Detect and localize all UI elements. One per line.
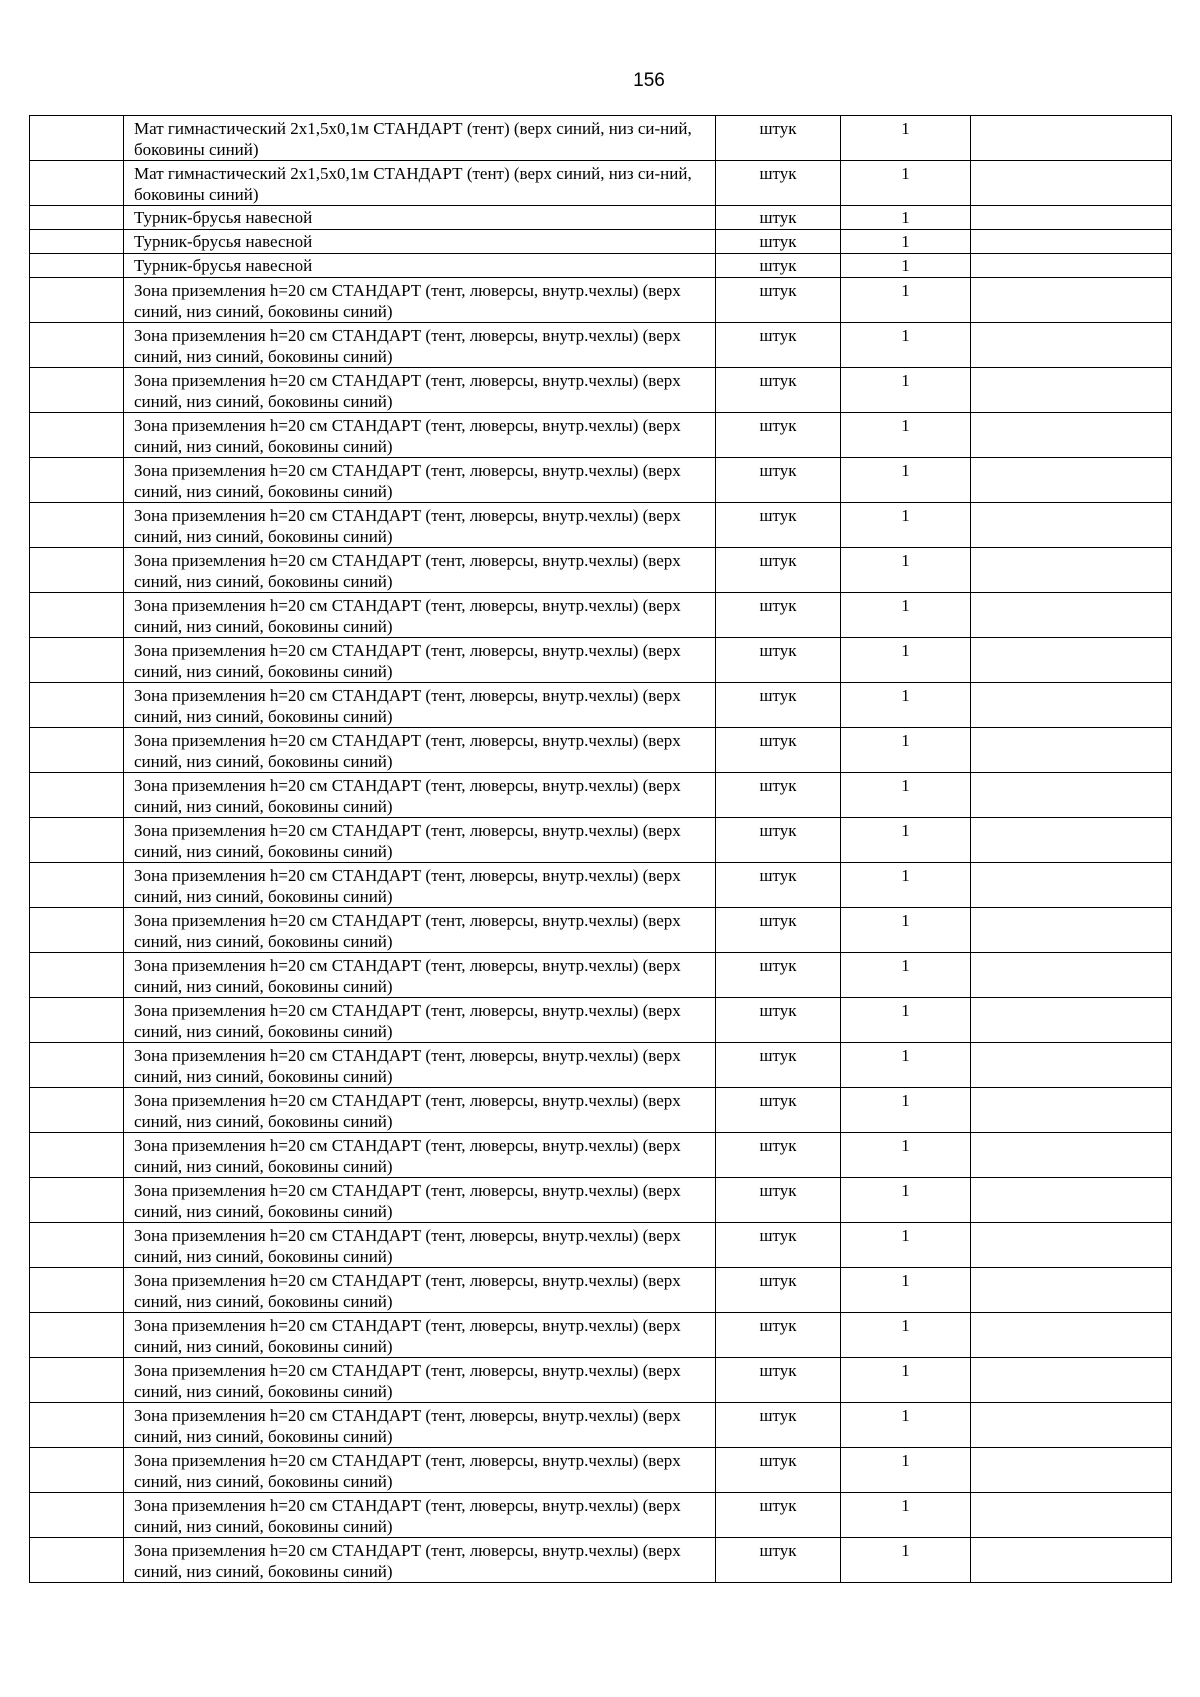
item-name-cell: Зона приземления h=20 см СТАНДАРТ (тент, люверсы, внутр.чехлы) (верх синий, низ синий, боковины синий) [124,1358,716,1403]
equipment-table [29,115,1172,1583]
unit-cell: штук [716,230,841,254]
unit-cell: штук [716,368,841,413]
note-cell [971,1538,1172,1583]
item-name-cell: Зона приземления h=20 см СТАНДАРТ (тент, люверсы, внутр.чехлы) (верх синий, низ синий, боковины синий) [124,1313,716,1358]
table-row [30,1223,1172,1268]
table-row [30,998,1172,1043]
quantity-cell: 1 [841,161,971,206]
quantity-cell: 1 [841,116,971,161]
unit-cell: штук [716,638,841,683]
item-name-cell: Зона приземления h=20 см СТАНДАРТ (тент, люверсы, внутр.чехлы) (верх синий, низ синий, боковины синий) [124,413,716,458]
item-name-cell: Зона приземления h=20 см СТАНДАРТ (тент, люверсы, внутр.чехлы) (верх синий, низ синий, боковины синий) [124,683,716,728]
item-name-cell: Зона приземления h=20 см СТАНДАРТ (тент, люверсы, внутр.чехлы) (верх синий, низ синий, боковины синий) [124,1088,716,1133]
item-name-cell: Зона приземления h=20 см СТАНДАРТ (тент, люверсы, внутр.чехлы) (верх синий, низ синий, боковины синий) [124,1043,716,1088]
unit-cell: штук [716,773,841,818]
unit-cell: штук [716,1268,841,1313]
unit-cell: штук [716,1043,841,1088]
row-number-cell [30,323,124,368]
item-name-cell: Зона приземления h=20 см СТАНДАРТ (тент, люверсы, внутр.чехлы) (верх синий, низ синий, боковины синий) [124,1493,716,1538]
table-row [30,503,1172,548]
table-row [30,230,1172,254]
item-name-cell: Зона приземления h=20 см СТАНДАРТ (тент, люверсы, внутр.чехлы) (верх синий, низ синий, боковины синий) [124,1448,716,1493]
table-row [30,773,1172,818]
row-number-cell [30,1358,124,1403]
table-row [30,638,1172,683]
row-number-cell [30,230,124,254]
row-number-cell [30,1313,124,1358]
note-cell [971,908,1172,953]
note-cell [971,278,1172,323]
row-number-cell [30,998,124,1043]
item-name-cell: Зона приземления h=20 см СТАНДАРТ (тент, люверсы, внутр.чехлы) (верх синий, низ синий, боковины синий) [124,323,716,368]
quantity-cell: 1 [841,773,971,818]
table-row [30,953,1172,998]
row-number-cell [30,548,124,593]
item-name-cell: Зона приземления h=20 см СТАНДАРТ (тент, люверсы, внутр.чехлы) (верх синий, низ синий, боковины синий) [124,1268,716,1313]
item-name-cell: Зона приземления h=20 см СТАНДАРТ (тент, люверсы, внутр.чехлы) (верх синий, низ синий, боковины синий) [124,368,716,413]
note-cell [971,230,1172,254]
item-name-cell: Зона приземления h=20 см СТАНДАРТ (тент, люверсы, внутр.чехлы) (верх синий, низ синий, боковины синий) [124,548,716,593]
quantity-cell: 1 [841,1313,971,1358]
note-cell [971,161,1172,206]
unit-cell: штук [716,593,841,638]
row-number-cell [30,818,124,863]
quantity-cell: 1 [841,368,971,413]
unit-cell: штук [716,908,841,953]
quantity-cell: 1 [841,593,971,638]
unit-cell: штук [716,998,841,1043]
note-cell [971,1223,1172,1268]
row-number-cell [30,1538,124,1583]
note-cell [971,458,1172,503]
table-row [30,1358,1172,1403]
note-cell [971,998,1172,1043]
row-number-cell [30,728,124,773]
item-name-cell: Зона приземления h=20 см СТАНДАРТ (тент, люверсы, внутр.чехлы) (верх синий, низ синий, боковины синий) [124,1178,716,1223]
note-cell [971,323,1172,368]
row-number-cell [30,863,124,908]
quantity-cell: 1 [841,1088,971,1133]
unit-cell: штук [716,1493,841,1538]
note-cell [971,206,1172,230]
note-cell [971,1043,1172,1088]
item-name-cell: Турник-брусья навесной [124,254,716,278]
page-number: 156 [633,70,665,91]
unit-cell: штук [716,458,841,503]
row-number-cell [30,1088,124,1133]
row-number-cell [30,683,124,728]
quantity-cell: 1 [841,998,971,1043]
row-number-cell [30,503,124,548]
note-cell [971,818,1172,863]
unit-cell: штук [716,278,841,323]
note-cell [971,1178,1172,1223]
unit-cell: штук [716,683,841,728]
unit-cell: штук [716,953,841,998]
row-number-cell [30,116,124,161]
unit-cell: штук [716,863,841,908]
quantity-cell: 1 [841,1133,971,1178]
unit-cell: штук [716,503,841,548]
table-row [30,683,1172,728]
row-number-cell [30,413,124,458]
table-row [30,1403,1172,1448]
table-row [30,1133,1172,1178]
note-cell [971,773,1172,818]
row-number-cell [30,254,124,278]
quantity-cell: 1 [841,458,971,503]
quantity-cell: 1 [841,953,971,998]
note-cell [971,683,1172,728]
unit-cell: штук [716,323,841,368]
note-cell [971,1088,1172,1133]
unit-cell: штук [716,1358,841,1403]
quantity-cell: 1 [841,503,971,548]
item-name-cell: Зона приземления h=20 см СТАНДАРТ (тент, люверсы, внутр.чехлы) (верх синий, низ синий, боковины синий) [124,773,716,818]
item-name-cell: Турник-брусья навесной [124,206,716,230]
row-number-cell [30,1448,124,1493]
row-number-cell [30,773,124,818]
item-name-cell: Мат гимнастический 2х1,5х0,1м СТАНДАРТ (тент) (верх синий, низ си-ний, боковины синий) [124,161,716,206]
quantity-cell: 1 [841,323,971,368]
note-cell [971,1493,1172,1538]
item-name-cell: Зона приземления h=20 см СТАНДАРТ (тент, люверсы, внутр.чехлы) (верх синий, низ синий, боковины синий) [124,998,716,1043]
unit-cell: штук [716,1223,841,1268]
item-name-cell: Зона приземления h=20 см СТАНДАРТ (тент, люверсы, внутр.чехлы) (верх синий, низ синий, боковины синий) [124,1133,716,1178]
table-row [30,1538,1172,1583]
note-cell [971,503,1172,548]
note-cell [971,1358,1172,1403]
item-name-cell: Зона приземления h=20 см СТАНДАРТ (тент, люверсы, внутр.чехлы) (верх синий, низ синий, боковины синий) [124,1538,716,1583]
item-name-cell: Зона приземления h=20 см СТАНДАРТ (тент, люверсы, внутр.чехлы) (верх синий, низ синий, боковины синий) [124,953,716,998]
item-name-cell: Зона приземления h=20 см СТАНДАРТ (тент, люверсы, внутр.чехлы) (верх синий, низ синий, боковины синий) [124,818,716,863]
item-name-cell: Турник-брусья навесной [124,230,716,254]
table-row [30,1448,1172,1493]
row-number-cell [30,278,124,323]
row-number-cell [30,593,124,638]
table-row [30,1043,1172,1088]
table-row [30,1088,1172,1133]
note-cell [971,638,1172,683]
unit-cell: штук [716,1178,841,1223]
row-number-cell [30,1493,124,1538]
quantity-cell: 1 [841,278,971,323]
row-number-cell [30,458,124,503]
item-name-cell: Зона приземления h=20 см СТАНДАРТ (тент, люверсы, внутр.чехлы) (верх синий, низ синий, боковины синий) [124,503,716,548]
unit-cell: штук [716,548,841,593]
unit-cell: штук [716,1538,841,1583]
unit-cell: штук [716,1448,841,1493]
table-row [30,413,1172,458]
unit-cell: штук [716,1313,841,1358]
table-row [30,368,1172,413]
row-number-cell [30,1268,124,1313]
quantity-cell: 1 [841,1493,971,1538]
unit-cell: штук [716,413,841,458]
note-cell [971,593,1172,638]
quantity-cell: 1 [841,1358,971,1403]
table-row [30,458,1172,503]
quantity-cell: 1 [841,230,971,254]
unit-cell: штук [716,818,841,863]
row-number-cell [30,161,124,206]
note-cell [971,1313,1172,1358]
note-cell [971,548,1172,593]
quantity-cell: 1 [841,413,971,458]
note-cell [971,1133,1172,1178]
note-cell [971,1403,1172,1448]
row-number-cell [30,1133,124,1178]
item-name-cell: Зона приземления h=20 см СТАНДАРТ (тент, люверсы, внутр.чехлы) (верх синий, низ синий, боковины синий) [124,908,716,953]
unit-cell: штук [716,206,841,230]
row-number-cell [30,953,124,998]
row-number-cell [30,368,124,413]
table-row [30,323,1172,368]
item-name-cell: Зона приземления h=20 см СТАНДАРТ (тент, люверсы, внутр.чехлы) (верх синий, низ синий, боковины синий) [124,593,716,638]
quantity-cell: 1 [841,908,971,953]
table-row [30,908,1172,953]
row-number-cell [30,638,124,683]
row-number-cell [30,206,124,230]
quantity-cell: 1 [841,548,971,593]
item-name-cell: Зона приземления h=20 см СТАНДАРТ (тент, люверсы, внутр.чехлы) (верх синий, низ синий, боковины синий) [124,728,716,773]
table-row [30,161,1172,206]
item-name-cell: Зона приземления h=20 см СТАНДАРТ (тент, люверсы, внутр.чехлы) (верх синий, низ синий, боковины синий) [124,638,716,683]
item-name-cell: Зона приземления h=20 см СТАНДАРТ (тент, люверсы, внутр.чехлы) (верх синий, низ синий, боковины синий) [124,278,716,323]
table-row [30,863,1172,908]
unit-cell: штук [716,1133,841,1178]
item-name-cell: Зона приземления h=20 см СТАНДАРТ (тент, люверсы, внутр.чехлы) (верх синий, низ синий, боковины синий) [124,1223,716,1268]
quantity-cell: 1 [841,1223,971,1268]
row-number-cell [30,1043,124,1088]
quantity-cell: 1 [841,1268,971,1313]
row-number-cell [30,1178,124,1223]
note-cell [971,413,1172,458]
unit-cell: штук [716,254,841,278]
table-row [30,116,1172,161]
table-row [30,1493,1172,1538]
note-cell [971,1448,1172,1493]
row-number-cell [30,908,124,953]
note-cell [971,1268,1172,1313]
unit-cell: штук [716,161,841,206]
table-row [30,206,1172,230]
table-row [30,278,1172,323]
item-name-cell: Мат гимнастический 2х1,5х0,1м СТАНДАРТ (тент) (верх синий, низ си-ний, боковины синий) [124,116,716,161]
row-number-cell [30,1403,124,1448]
table-row [30,1268,1172,1313]
unit-cell: штук [716,1403,841,1448]
quantity-cell: 1 [841,206,971,230]
table-row [30,728,1172,773]
unit-cell: штук [716,116,841,161]
quantity-cell: 1 [841,863,971,908]
quantity-cell: 1 [841,1403,971,1448]
table-row [30,1178,1172,1223]
note-cell [971,953,1172,998]
quantity-cell: 1 [841,254,971,278]
note-cell [971,116,1172,161]
row-number-cell [30,1223,124,1268]
note-cell [971,254,1172,278]
quantity-cell: 1 [841,683,971,728]
table-row [30,254,1172,278]
quantity-cell: 1 [841,1043,971,1088]
table-body [30,116,1172,1583]
item-name-cell: Зона приземления h=20 см СТАНДАРТ (тент, люверсы, внутр.чехлы) (верх синий, низ синий, боковины синий) [124,458,716,503]
quantity-cell: 1 [841,1448,971,1493]
note-cell [971,728,1172,773]
note-cell [971,368,1172,413]
item-name-cell: Зона приземления h=20 см СТАНДАРТ (тент, люверсы, внутр.чехлы) (верх синий, низ синий, боковины синий) [124,1403,716,1448]
table-row [30,1313,1172,1358]
table-row [30,818,1172,863]
note-cell [971,863,1172,908]
table-row [30,548,1172,593]
quantity-cell: 1 [841,818,971,863]
quantity-cell: 1 [841,1178,971,1223]
table-row [30,593,1172,638]
unit-cell: штук [716,1088,841,1133]
item-name-cell: Зона приземления h=20 см СТАНДАРТ (тент, люверсы, внутр.чехлы) (верх синий, низ синий, боковины синий) [124,863,716,908]
quantity-cell: 1 [841,638,971,683]
unit-cell: штук [716,728,841,773]
quantity-cell: 1 [841,728,971,773]
quantity-cell: 1 [841,1538,971,1583]
